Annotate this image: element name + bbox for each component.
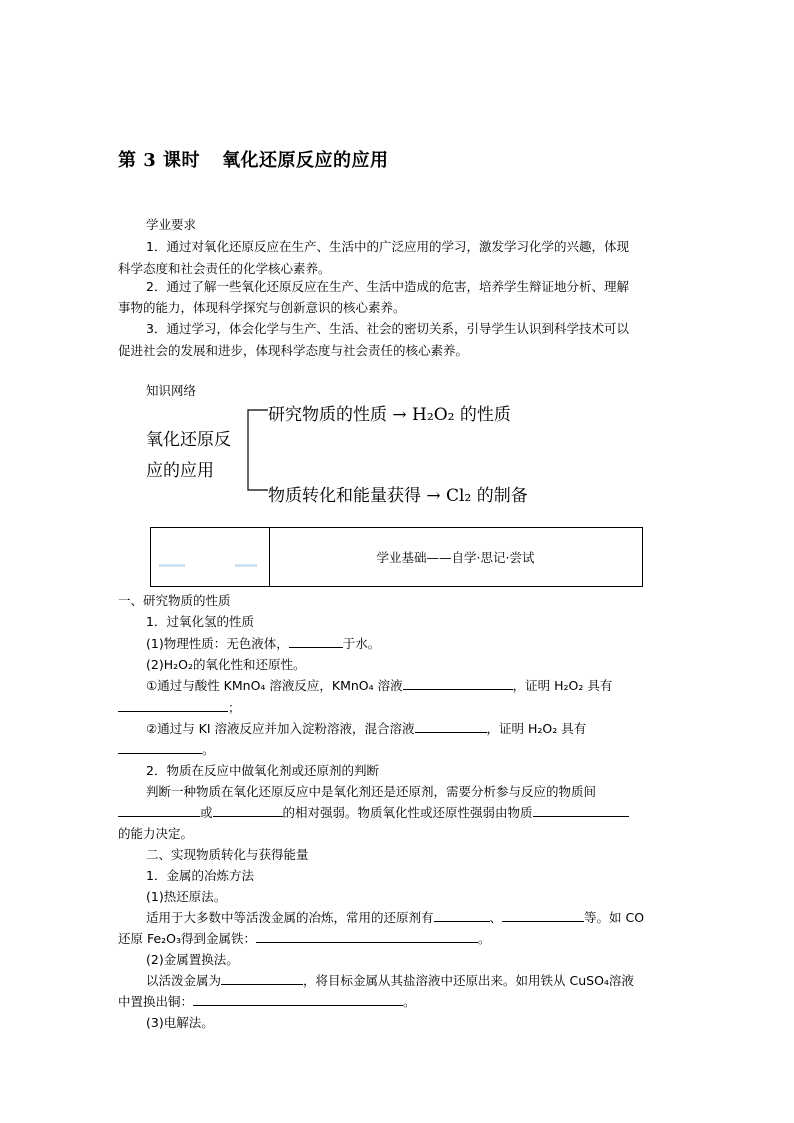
method-1-line-1: 适用于大多数中等活泼金属的冶炼，常用的还原剂有 、 等。如 CO bbox=[146, 910, 645, 925]
network-branch-2: 物质转化和能量获得 → Cl₂ 的制备 bbox=[268, 486, 528, 506]
requirement-3-line-2: 促进社会的发展和进步，体现科学态度与社会责任的核心素养。 bbox=[118, 343, 469, 358]
ki-line: ②通过与 KI 溶液反应并加入淀粉溶液，混合溶液 ，证明 H₂O₂ 具有 bbox=[146, 721, 587, 736]
method-3-heading: (3)电解法。 bbox=[146, 1015, 214, 1030]
page-title bbox=[118, 146, 389, 172]
banner-decoration bbox=[151, 528, 270, 586]
blank-ki-property[interactable] bbox=[118, 741, 202, 754]
requirement-2-line-2: 事物的能力，体现科学探究与创新意识的核心素养。 bbox=[118, 300, 406, 315]
blank-reducer-1[interactable] bbox=[434, 909, 490, 922]
kmno4-line: ①通过与酸性 KMnO₄ 溶液反应，KMnO₄ 溶液 ，证明 H₂O₂ 具有 bbox=[146, 678, 613, 693]
section-banner bbox=[150, 527, 643, 587]
blank-fe-cuso4-equation[interactable] bbox=[193, 993, 403, 1006]
ki-line-2: 。 bbox=[118, 739, 215, 761]
network-branch-1: 研究物质的性质 → H₂O₂ 的性质 bbox=[268, 405, 511, 425]
requirements-heading: 学业要求 bbox=[146, 217, 197, 232]
requirement-1-line-1: 1．通过对氧化还原反应在生产、生活中的广泛应用的学习，激发学习化学的兴趣，体现 bbox=[146, 239, 629, 254]
method-2-heading: (2)金属置换法。 bbox=[146, 952, 239, 967]
requirement-3-line-1: 3．通过学习，体会化学与生产、生活、社会的密切关系，引导学生认识到科学技术可以 bbox=[146, 321, 629, 336]
blank-kmno4-phenomenon[interactable] bbox=[403, 677, 513, 690]
network-root-line-2: 应的应用 bbox=[146, 461, 214, 481]
network-bracket bbox=[230, 400, 270, 500]
blank-solubility[interactable] bbox=[289, 635, 343, 648]
blank-reducer-2[interactable] bbox=[502, 909, 584, 922]
section-2-heading: 二、实现物质转化与获得能量 bbox=[146, 847, 309, 862]
subsection-1-2: 2．物质在反应中做氧化剂或还原剂的判断 bbox=[146, 763, 379, 778]
subsection-1-1: 1．过氧化氢的性质 bbox=[146, 614, 254, 629]
section-1-heading: 一、研究物质的性质 bbox=[118, 593, 231, 608]
banner-label: 学业基础——自学·思记·尝试 bbox=[376, 550, 535, 565]
requirement-1-line-2: 科学态度和社会责任的化学核心素养。 bbox=[118, 261, 331, 276]
network-heading: 知识网络 bbox=[146, 383, 197, 398]
subsection-2-1: 1．金属的冶炼方法 bbox=[146, 868, 254, 883]
lesson-topic: 氧化还原反应的应用 bbox=[222, 150, 389, 171]
physical-property-line: (1)物理性质：无色液体， 于水。 bbox=[146, 636, 381, 651]
blank-co-equation[interactable] bbox=[256, 930, 478, 943]
method-1-line-2: 还原 Fe₂O₃得到金属铁： 。 bbox=[118, 931, 491, 946]
blank-electron-ability[interactable] bbox=[533, 804, 629, 817]
oxidizing-reducing-line: (2)H₂O₂的氧化性和还原性。 bbox=[146, 657, 306, 672]
kmno4-line-2: ； bbox=[118, 697, 241, 719]
method-2-line-2: 中置换出铜： 。 bbox=[118, 994, 416, 1009]
judge-line-3: 的能力决定。 bbox=[118, 826, 194, 841]
lesson-number: 第 3 课时 bbox=[118, 150, 201, 171]
method-2-line-1: 以活泼金属为 ，将目标金属从其盐溶液中还原出来。如用铁从 CuSO₄溶液 bbox=[146, 973, 634, 988]
blank-kmno4-property[interactable] bbox=[118, 699, 228, 712]
blank-reducing-strength[interactable] bbox=[213, 804, 283, 817]
blank-ki-phenomenon[interactable] bbox=[415, 720, 487, 733]
requirement-2-line-1: 2．通过了解一些氧化还原反应在生产、生活中造成的危害，培养学生辩证地分析、理解 bbox=[146, 279, 629, 294]
blank-oxidizing-strength[interactable] bbox=[118, 804, 200, 817]
method-1-heading: (1)热还原法。 bbox=[146, 889, 227, 904]
judge-line-2: 或 的相对强弱。物质氧化性或还原性强弱由物质 bbox=[118, 802, 629, 824]
network-root-line-1: 氧化还原反 bbox=[146, 430, 231, 450]
judge-line-1: 判断一种物质在氧化还原反应中是氧化剂还是还原剂，需要分析参与反应的物质间 bbox=[146, 784, 597, 799]
blank-active-metal-role[interactable] bbox=[221, 972, 303, 985]
